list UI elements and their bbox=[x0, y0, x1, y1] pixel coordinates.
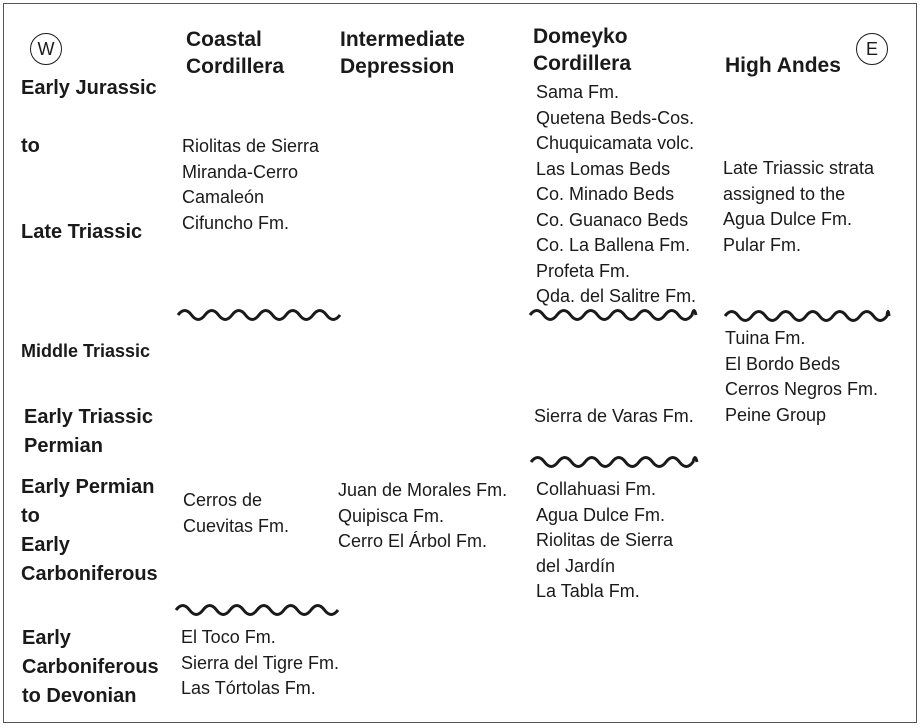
cell-coastal-carboniferous-devonian bbox=[181, 625, 339, 702]
column-header-line: Domeyko bbox=[533, 25, 628, 48]
formation-entry: Cifuncho Fm. bbox=[182, 212, 290, 233]
formation-entry: Tuina Fm. bbox=[725, 328, 806, 348]
formation-entry: La Tabla Fm. bbox=[536, 581, 640, 601]
cell-coastal-permian-carboniferous bbox=[183, 488, 289, 539]
formation-entry: Qda. del Salitre Fm. bbox=[536, 286, 697, 306]
west-marker bbox=[30, 33, 62, 65]
formation-entry: Miranda-Cerro bbox=[182, 161, 299, 182]
age-line: Early bbox=[22, 627, 71, 649]
formation-entry: assigned to the bbox=[723, 183, 846, 204]
formation-entry: Juan de Morales Fm. bbox=[338, 480, 508, 500]
formation-entry: Pular Fm. bbox=[723, 234, 802, 255]
column-header-line: Coastal bbox=[186, 28, 262, 51]
age-to: to bbox=[21, 135, 40, 157]
cell-domeyko-permian-carboniferous bbox=[536, 477, 673, 605]
column-header-domeyko bbox=[533, 23, 631, 77]
east-marker bbox=[856, 33, 888, 65]
age-line: Carboniferous bbox=[22, 656, 159, 678]
formation-entry: Cerros Negros Fm. bbox=[725, 379, 879, 399]
unconformity-line-domeyko-lower bbox=[531, 455, 697, 469]
formation-entry: del Jardín bbox=[536, 555, 616, 576]
age-early-jurassic: Early Jurassic bbox=[21, 77, 157, 99]
formation-entry: Camaleón bbox=[182, 187, 265, 207]
formation-entry: Co. La Ballena Fm. bbox=[536, 235, 691, 255]
column-header-line: Intermediate bbox=[340, 28, 465, 51]
age-line: to bbox=[21, 505, 40, 527]
age-line: Carboniferous bbox=[21, 563, 158, 585]
age-line: Early bbox=[21, 534, 70, 556]
formation-entry: Cuevitas Fm. bbox=[183, 515, 290, 536]
west-label: W bbox=[37, 38, 55, 59]
column-header-line: Cordillera bbox=[533, 52, 632, 75]
age-line: Early Permian bbox=[21, 476, 155, 498]
unconformity-line-coastal-upper bbox=[178, 308, 340, 322]
cell-coastal-jurassic-triassic bbox=[182, 134, 319, 236]
age-line: Early Triassic bbox=[24, 406, 153, 428]
age-early-carboniferous-devonian bbox=[22, 624, 159, 711]
column-header-line: Depression bbox=[340, 55, 455, 78]
cell-high-andes-late-triassic bbox=[723, 156, 874, 258]
formation-entry: Las Lomas Beds bbox=[536, 158, 671, 179]
formation-entry: Late Triassic strata bbox=[723, 158, 875, 178]
formation-entry: Quipisca Fm. bbox=[338, 505, 445, 526]
formation-entry: Riolitas de Sierra bbox=[536, 530, 674, 550]
cell-domeyko-early-triassic bbox=[534, 404, 694, 430]
unconformity-line-coastal-lower bbox=[176, 603, 339, 617]
formation-entry: El Toco Fm. bbox=[181, 627, 276, 647]
formation-entry: Cerro El Árbol Fm. bbox=[338, 531, 488, 551]
formation-entry: Profeta Fm. bbox=[536, 260, 631, 281]
age-line: to Devonian bbox=[22, 685, 137, 707]
unconformity-line-domeyko-upper bbox=[530, 308, 696, 322]
formation-entry: Agua Dulce Fm. bbox=[723, 209, 853, 229]
formation-entry: Sierra del Tigre Fm. bbox=[181, 652, 340, 673]
formation-entry: El Bordo Beds bbox=[725, 353, 841, 374]
age-line: Permian bbox=[24, 435, 103, 457]
formation-entry: Sama Fm. bbox=[536, 82, 620, 102]
cell-domeyko-jurassic-triassic bbox=[536, 80, 696, 310]
formation-entry: Las Tórtolas Fm. bbox=[181, 678, 316, 698]
formation-entry: Co. Guanaco Beds bbox=[536, 209, 689, 230]
age-late-triassic: Late Triassic bbox=[21, 221, 143, 243]
age-early-triassic-permian bbox=[24, 403, 153, 461]
column-header-intermediate bbox=[340, 26, 465, 80]
formation-entry: Riolitas de Sierra bbox=[182, 136, 320, 156]
age-early-permian-early-carboniferous bbox=[21, 473, 158, 589]
column-header-line: Cordillera bbox=[186, 55, 285, 78]
cell-high-andes-middle-early-triassic bbox=[725, 326, 878, 428]
formation-entry: Collahuasi Fm. bbox=[536, 479, 657, 499]
column-header-coastal bbox=[186, 26, 284, 80]
unconformity-line-high-andes bbox=[725, 309, 889, 323]
column-header-high-andes: High Andes bbox=[725, 54, 841, 77]
formation-entry: Cerros de bbox=[183, 490, 263, 510]
formation-entry: Agua Dulce Fm. bbox=[536, 504, 666, 525]
formation-entry: Co. Minado Beds bbox=[536, 184, 675, 204]
east-label: E bbox=[865, 38, 878, 59]
formation-entry: Sierra de Varas Fm. bbox=[534, 406, 694, 426]
age-middle-triassic: Middle Triassic bbox=[21, 341, 151, 361]
cell-intermediate-permian-carboniferous bbox=[338, 478, 507, 555]
formation-entry: Chuquicamata volc. bbox=[536, 133, 695, 153]
formation-entry: Peine Group bbox=[725, 404, 827, 425]
formation-entry: Quetena Beds-Cos. bbox=[536, 107, 695, 128]
